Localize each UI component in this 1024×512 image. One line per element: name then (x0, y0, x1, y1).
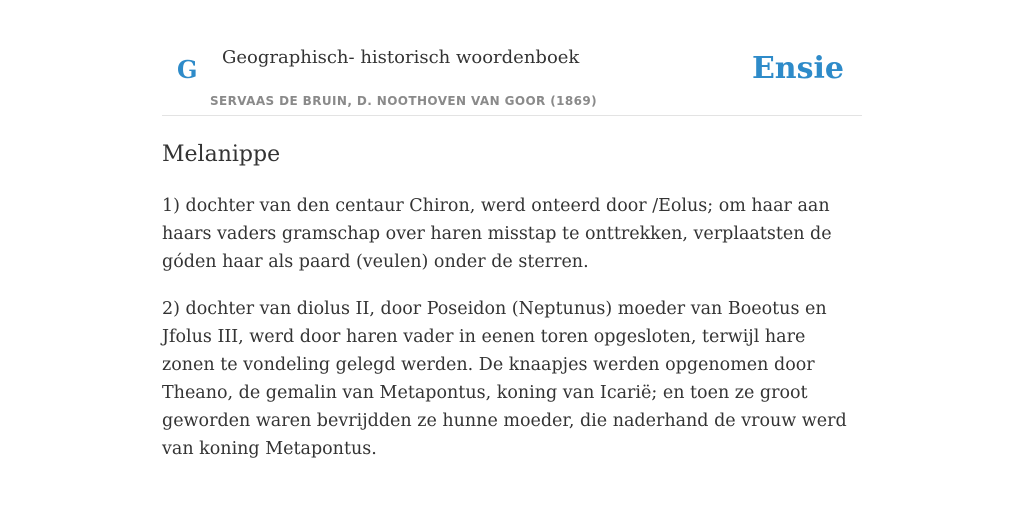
source-logo-letter[interactable]: G (177, 55, 198, 84)
source-book-title[interactable]: Geographisch- historisch woordenboek (222, 47, 580, 68)
entry-paragraph: 2) dochter van diolus II, door Poseidon (Neptunus) moeder van Boeotus en Jfolus III, werd door haren vader in eenen toren opgesloten, terwijl hare zonen te vondeling gelegd werden. De knaapjes werden opgenomen door Theano, de gemalin van Metapontus, koning van Icarië; en toen ze groot geworden waren bevrijdden ze hunne moeder, die naderhand de vrouw werd van koning Metapontus. (162, 299, 847, 459)
entry-title: Melanippe (162, 142, 281, 167)
dictionary-entry-card (162, 0, 862, 512)
entry-body (162, 192, 862, 482)
source-book-meta: SERVAAS DE BRUIN, D. NOOTHOVEN VAN GOOR (1869) (210, 94, 598, 108)
brand-logo-link[interactable]: Ensie (751, 51, 844, 86)
entry-paragraph: 1) dochter van den centaur Chiron, werd onteerd door /Eolus; om haar aan haars vaders gramschap over haren misstap te onttrekken, verplaatsten de góden haar als paard (veulen) onder de sterren. (162, 196, 832, 272)
source-header (162, 0, 862, 116)
